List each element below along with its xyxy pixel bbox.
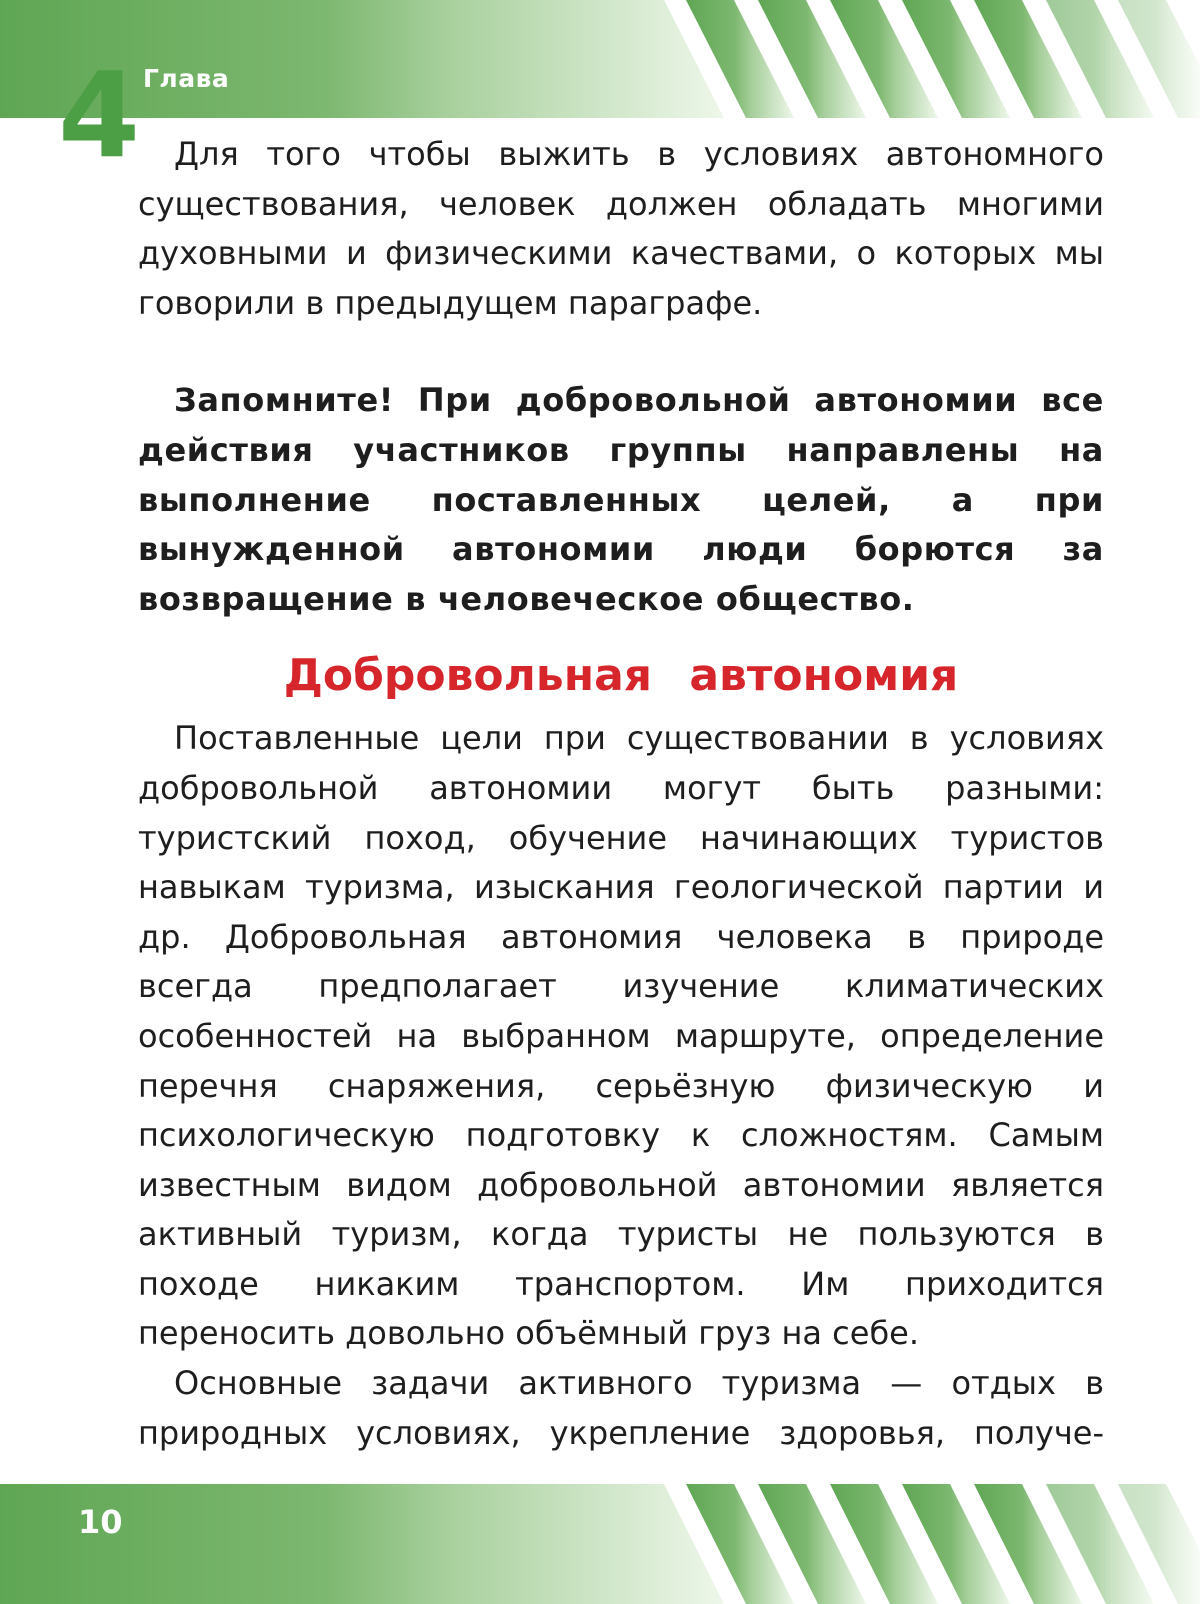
remember-note: Запомните! При добровольной автономии все действия участников группы направлены на выполнение поставленных целей, а при вынужденной автономии люди борются за возвращение в человеческое общество. [138, 381, 1104, 618]
footer-stripes-graphic [0, 1484, 1200, 1604]
header-band [0, 0, 1200, 118]
chapter-number: 4 [58, 46, 141, 184]
section-paragraph-2: Основные задачи активного туризма — отдых в природных условиях, укрепление здоровья, получе- [138, 1364, 1104, 1452]
header-stripes-graphic [0, 0, 1200, 118]
page-number: 10 [78, 1503, 123, 1541]
page-body [138, 130, 1104, 1458]
footer-band [0, 1484, 1200, 1604]
section-title: Добровольная автономия [283, 650, 959, 702]
intro-paragraph: Для того чтобы выжить в условиях автономного существования, человек должен обладать многими духовными и физическими качествами, о которых мы говорили в предыдущем параграфе. [138, 135, 1104, 322]
chapter-label: Глава [143, 64, 230, 93]
section-paragraph-1: Поставленные цели при существовании в условиях добровольной автономии могут быть разными: туристский поход, обучение начинающих туристов навыкам туризма, изыскания геологической партии и др. Добровольная автономия человека в природе всегда предполагает изучение климатических особенностей на выбранном маршруте, определение перечня снаряжения, серьёзную физическую и психологическую подготовку к сложностям. Самым известным видом добровольной автономии является активный туризм, когда туристы не пользуются в походе никаким транспортом. Им приходится переносить довольно объёмный груз на себе. [138, 719, 1104, 1353]
